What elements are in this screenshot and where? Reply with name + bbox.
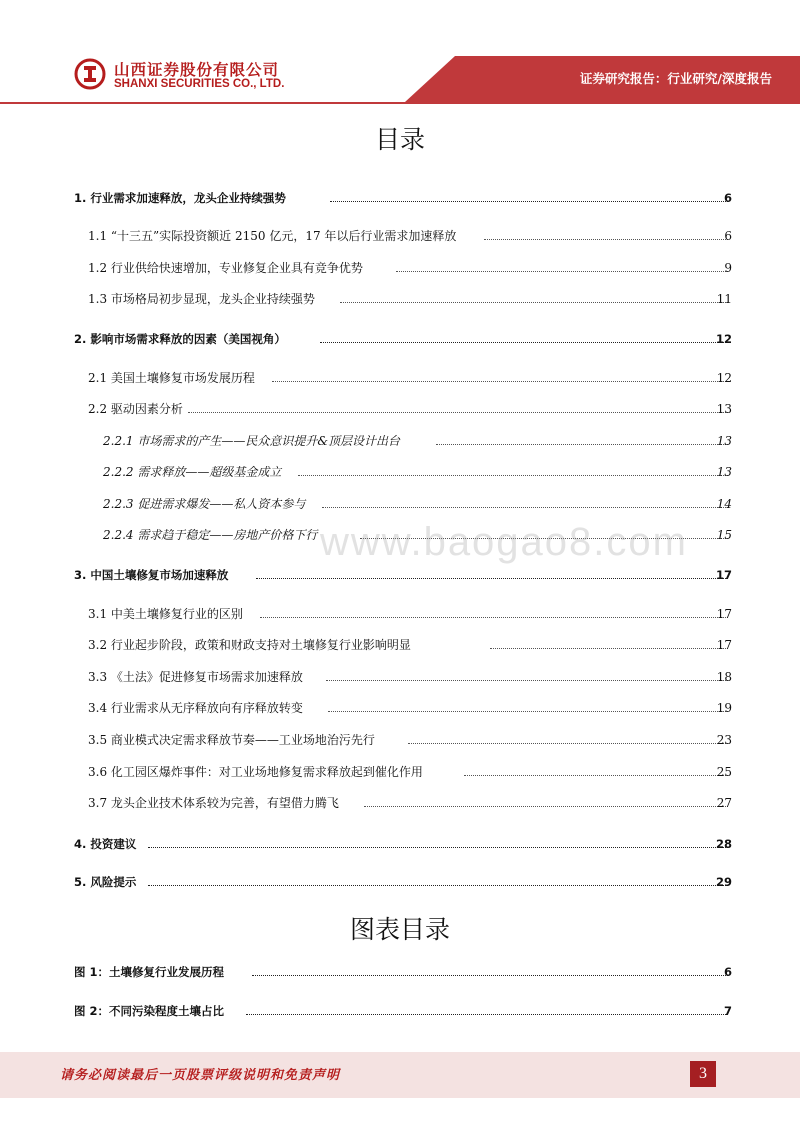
toc-leader [326, 668, 728, 681]
toc-entry[interactable] [0, 330, 800, 348]
toc-entry-label: 1.2 行业供给快速增加，专业修复企业具有竞争优势 [88, 261, 363, 275]
toc-entry[interactable] [0, 636, 800, 654]
toc-leader [322, 495, 728, 508]
toc-leader [364, 794, 728, 807]
toc-leader [260, 605, 728, 618]
watermark: www.baogao8.com [320, 520, 688, 564]
toc-entry-label: 2. 影响市场需求释放的因素（美国视角） [74, 332, 286, 346]
toc-entry-label: 1.1 “十三五”实际投资额近 2150 亿元，17 年以后行业需求加速释放 [88, 229, 457, 243]
toc-leader [148, 835, 728, 848]
toc-entry-page: 12 [716, 371, 732, 385]
toc-entry-page: 27 [716, 796, 732, 810]
toc-entry[interactable] [0, 566, 800, 584]
toc-leader [272, 369, 728, 382]
toc-entry-label: 3.1 中美土壤修复行业的区别 [88, 607, 243, 621]
toc-leader [256, 566, 728, 579]
toc-entry-label: 3.2 行业起步阶段，政策和财政支持对土壤修复行业影响明显 [88, 638, 411, 652]
figure-entry-label: 图 2：不同污染程度土壤占比 [74, 1004, 225, 1018]
toc-entry-page: 23 [716, 733, 732, 747]
figure-entry[interactable] [0, 1002, 800, 1020]
toc-leader [484, 227, 728, 240]
toc-leader [408, 731, 728, 744]
figure-entry-page: 7 [723, 1004, 732, 1018]
toc-leader [246, 1002, 728, 1015]
header-rule [0, 102, 800, 104]
toc-entry-label: 4. 投资建议 [74, 837, 137, 851]
toc-entry-label: 3.4 行业需求从无序释放向有序释放转变 [88, 701, 303, 715]
toc-entry-page: 17 [716, 638, 732, 652]
toc-leader [320, 330, 728, 343]
toc-entry-label: 2.2.4 需求趋于稳定——房地产价格下行 [103, 528, 318, 542]
toc-entry[interactable] [0, 699, 800, 717]
toc-entry-label: 5. 风险提示 [74, 875, 137, 889]
toc-leader [252, 963, 728, 976]
toc-entry-label: 3.5 商业模式决定需求释放节奏——工业场地治污先行 [88, 733, 375, 747]
toc-entry[interactable] [0, 290, 800, 308]
toc-entry[interactable] [0, 495, 800, 513]
toc-entry[interactable] [0, 259, 800, 277]
toc-entry-label: 2.2.1 市场需求的产生——民众意识提升&顶层设计出台 [103, 434, 401, 448]
toc-entry-page: 17 [716, 607, 732, 621]
toc-entry[interactable] [0, 369, 800, 387]
page-header [0, 0, 800, 104]
toc-leader [148, 873, 728, 886]
toc-entry-label: 3.6 化工园区爆炸事件：对工业场地修复需求释放起到催化作用 [88, 765, 423, 779]
toc-leader [436, 432, 728, 445]
toc-entry-page: 18 [716, 670, 732, 684]
toc-entry-label: 3. 中国土壤修复市场加速释放 [74, 568, 229, 582]
toc-entry-page: 28 [715, 837, 732, 851]
toc-entry-page: 17 [715, 568, 732, 582]
toc-entry-page: 6 [724, 229, 732, 243]
toc-leader [396, 259, 728, 272]
toc-leader [464, 763, 728, 776]
toc-entry-label: 3.7 龙头企业技术体系较为完善，有望借力腾飞 [88, 796, 339, 810]
toc-entry-page: 29 [715, 875, 732, 889]
page-number: 3 [690, 1061, 716, 1087]
company-logo-icon [74, 58, 106, 90]
toc-entry-page: 14 [716, 497, 732, 511]
company-name-cn: 山西证券股份有限公司 [114, 61, 280, 79]
toc-leader [188, 400, 728, 413]
toc-leader [340, 290, 728, 303]
toc-entry-label: 3.3 《土法》促进修复市场需求加速释放 [88, 670, 303, 684]
toc-entry[interactable] [0, 873, 800, 891]
toc-entry[interactable] [0, 835, 800, 853]
toc-entry-page: 13 [716, 465, 732, 479]
company-name-en: SHANXI SECURITIES CO., LTD. [114, 78, 285, 90]
toc-entry-page: 11 [716, 292, 732, 306]
figure-entry-label: 图 1：土壤修复行业发展历程 [74, 965, 225, 979]
figure-entry-page: 6 [723, 965, 732, 979]
toc-entry[interactable] [0, 189, 800, 207]
toc-entry-page: 12 [715, 332, 732, 346]
toc-entry-page: 25 [716, 765, 732, 779]
toc-entry-page: 13 [716, 402, 732, 416]
toc-entry-page: 9 [724, 261, 732, 275]
toc-entry[interactable] [0, 463, 800, 481]
toc-entry[interactable] [0, 731, 800, 749]
toc-entry-label: 1. 行业需求加速释放，龙头企业持续强势 [74, 191, 286, 205]
toc-entry[interactable] [0, 763, 800, 781]
toc-entry-page: 15 [716, 528, 732, 542]
toc-leader [490, 636, 728, 649]
toc-entry[interactable] [0, 432, 800, 450]
toc-entry[interactable] [0, 400, 800, 418]
toc-entry-page: 13 [716, 434, 732, 448]
report-type-label: 证券研究报告：行业研究/深度报告 [579, 71, 772, 86]
toc-entry[interactable] [0, 605, 800, 623]
figure-entry[interactable] [0, 963, 800, 981]
toc-entry-label: 1.3 市场格局初步显现，龙头企业持续强势 [88, 292, 315, 306]
disclaimer-notice: 请务必阅读最后一页股票评级说明和免责声明 [60, 1068, 341, 1083]
toc-entry[interactable] [0, 227, 800, 245]
toc-entry-label: 2.2.3 促进需求爆发——私人资本参与 [103, 497, 306, 511]
toc-entry-label: 2.2.2 需求释放——超级基金成立 [103, 465, 282, 479]
toc-entry-label: 2.1 美国土壤修复市场发展历程 [88, 371, 255, 385]
toc-leader [328, 699, 728, 712]
toc-title: 目录 [374, 125, 425, 154]
toc-entry[interactable] [0, 668, 800, 686]
figures-title: 图表目录 [349, 915, 450, 944]
toc-entry-label: 2.2 驱动因素分析 [88, 402, 183, 416]
toc-entry-page: 19 [716, 701, 732, 715]
toc-leader [298, 463, 728, 476]
toc-entry-page: 6 [723, 191, 732, 205]
toc-leader [330, 189, 728, 202]
toc-entry[interactable] [0, 794, 800, 812]
